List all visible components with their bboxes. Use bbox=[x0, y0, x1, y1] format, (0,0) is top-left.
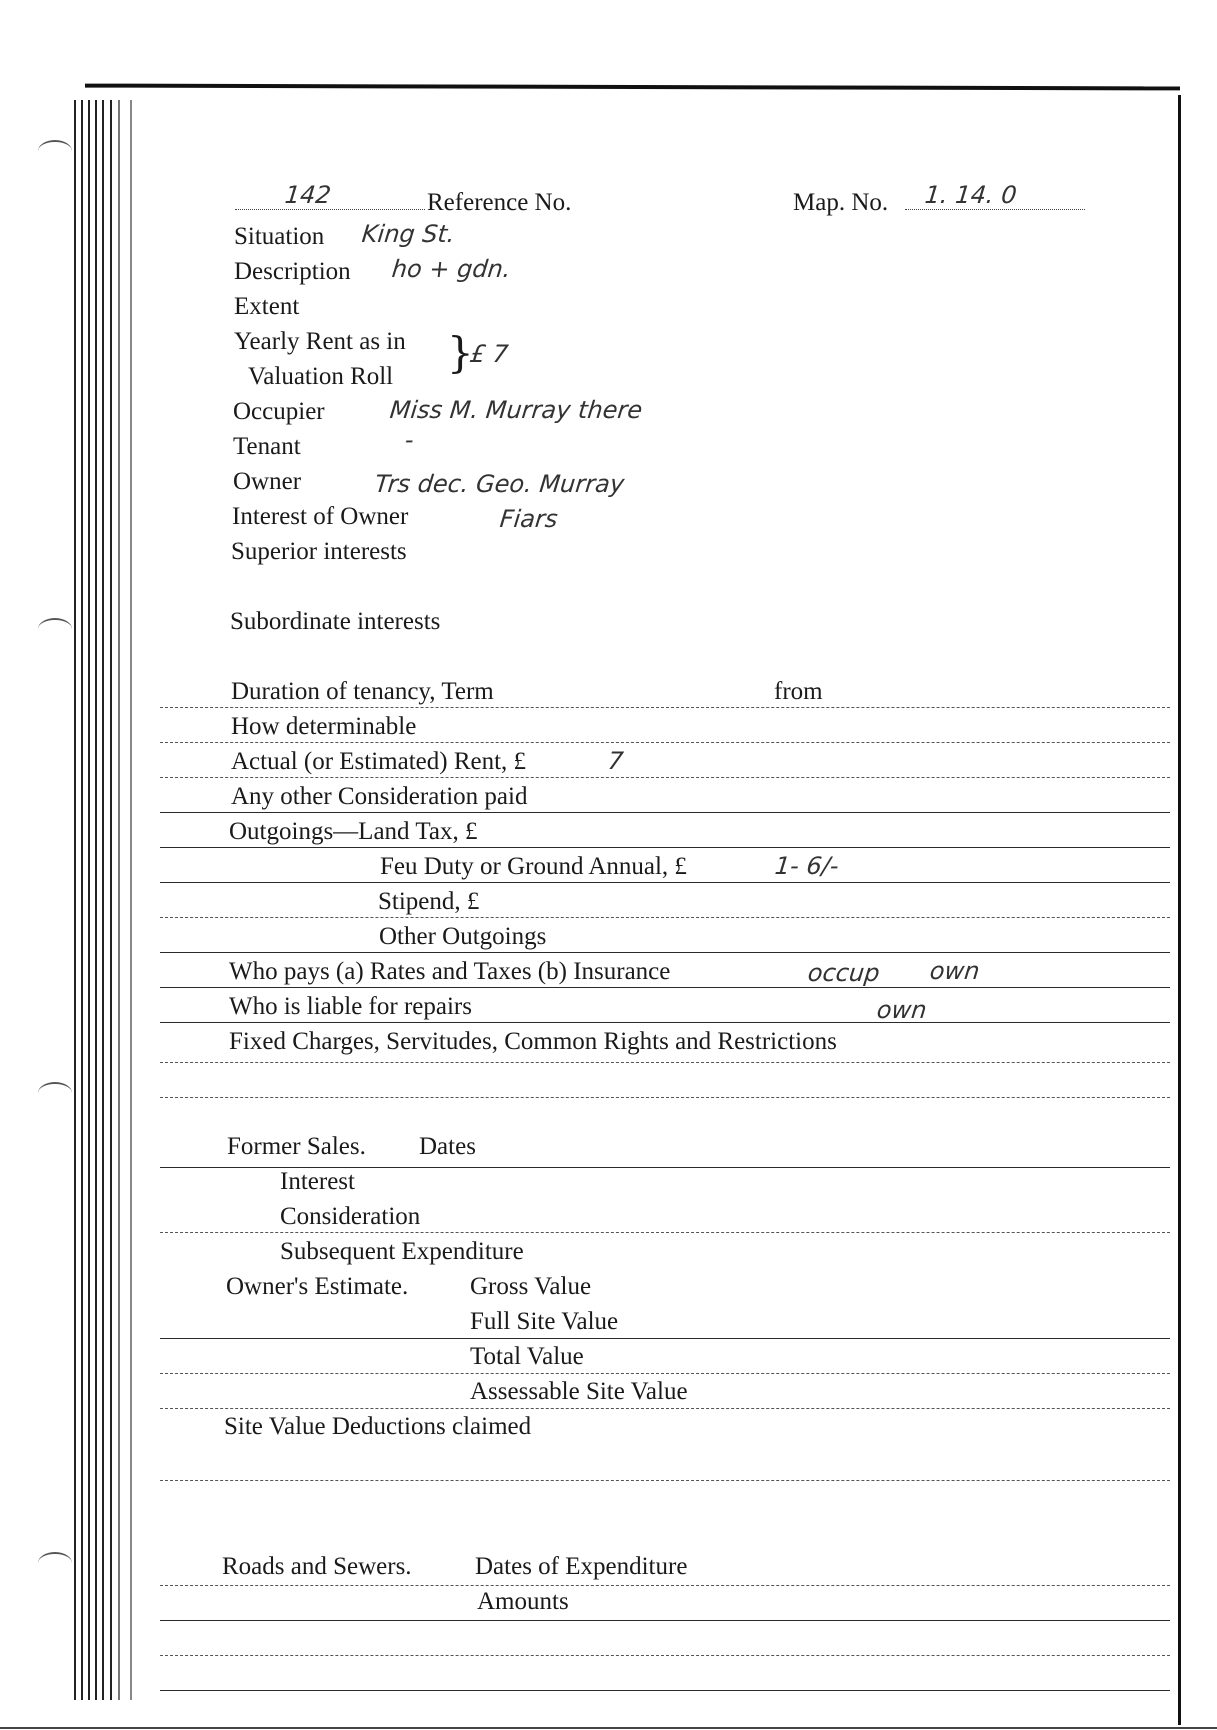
dates-of-expenditure-label: Dates of Expenditure bbox=[475, 1553, 688, 1580]
page-stacked-edges bbox=[72, 100, 162, 1700]
fixed-charges-label: Fixed Charges, Servitudes, Common Rights and Restrictions bbox=[229, 1028, 837, 1055]
map-value: 1. 14. 0 bbox=[923, 181, 1019, 209]
reference-value: 142 bbox=[283, 181, 333, 209]
who-pays-a-value: occup bbox=[806, 959, 882, 987]
tenant-label: Tenant bbox=[233, 433, 301, 460]
reference-label: Reference No. bbox=[427, 189, 572, 216]
feu-duty-value: 1- 6/- bbox=[773, 852, 841, 880]
rule bbox=[160, 847, 1170, 848]
rule bbox=[160, 1062, 1170, 1063]
roads-sewers-label: Roads and Sewers. bbox=[222, 1553, 412, 1580]
subordinate-interests-label: Subordinate interests bbox=[230, 608, 441, 635]
outgoings-label: Outgoings—Land Tax, £ bbox=[229, 818, 478, 845]
rule bbox=[160, 1480, 1170, 1481]
binder-hole bbox=[38, 1552, 72, 1574]
rule bbox=[160, 1373, 1170, 1374]
rule bbox=[160, 1022, 1170, 1023]
full-site-value-label: Full Site Value bbox=[470, 1308, 619, 1335]
other-outgoings-label: Other Outgoings bbox=[379, 923, 547, 950]
brace: } bbox=[447, 328, 474, 377]
rule bbox=[235, 209, 425, 210]
rule bbox=[160, 1408, 1170, 1409]
who-pays-b-value: own bbox=[928, 957, 982, 985]
how-determinable-label: How determinable bbox=[231, 713, 417, 740]
rule bbox=[160, 1097, 1170, 1098]
rule bbox=[160, 707, 1170, 708]
repairs-label: Who is liable for repairs bbox=[229, 993, 472, 1020]
rule bbox=[160, 1585, 1170, 1586]
rule bbox=[160, 1338, 1170, 1339]
yearly-rent-value: £ 7 bbox=[468, 340, 510, 368]
who-pays-label: Who pays (a) Rates and Taxes (b) Insurance bbox=[229, 958, 671, 985]
yearly-rent-label: Yearly Rent as in bbox=[234, 328, 406, 355]
rule bbox=[160, 987, 1170, 988]
interest-label: Interest bbox=[280, 1168, 355, 1195]
occupier-value: Miss M. Murray there bbox=[388, 396, 644, 424]
rule bbox=[160, 1620, 1170, 1621]
rule bbox=[160, 1655, 1170, 1656]
owner-label: Owner bbox=[233, 468, 302, 495]
situation-label: Situation bbox=[234, 223, 325, 250]
other-consideration-label: Any other Consideration paid bbox=[231, 783, 528, 810]
site-value-deductions-label: Site Value Deductions claimed bbox=[224, 1413, 532, 1440]
situation-value: King St. bbox=[360, 220, 457, 248]
description-label: Description bbox=[234, 258, 351, 285]
binder-hole bbox=[38, 1082, 72, 1104]
interest-owner-value: Fiars bbox=[498, 505, 560, 533]
occupier-label: Occupier bbox=[233, 398, 325, 425]
rule bbox=[905, 209, 1085, 210]
page-top-edge bbox=[85, 84, 1180, 91]
rule bbox=[160, 742, 1170, 743]
tenant-value: - bbox=[403, 426, 416, 454]
rule bbox=[160, 777, 1170, 778]
feu-duty-label: Feu Duty or Ground Annual, £ bbox=[380, 853, 687, 880]
interest-owner-label: Interest of Owner bbox=[232, 503, 409, 530]
superior-interests-label: Superior interests bbox=[231, 538, 407, 565]
actual-rent-value: 7 bbox=[606, 747, 625, 775]
from-label: from bbox=[774, 678, 823, 705]
duration-label: Duration of tenancy, Term bbox=[231, 678, 494, 705]
assessable-site-value-label: Assessable Site Value bbox=[470, 1378, 688, 1405]
rule bbox=[160, 812, 1170, 813]
stipend-label: Stipend, £ bbox=[378, 888, 480, 915]
map-label: Map. No. bbox=[793, 189, 889, 216]
binder-hole bbox=[38, 618, 72, 640]
page-bottom-edge bbox=[0, 1727, 1217, 1729]
extent-label: Extent bbox=[234, 293, 300, 320]
amounts-label: Amounts bbox=[477, 1588, 569, 1615]
consideration-label: Consideration bbox=[280, 1203, 421, 1230]
owner-value: Trs dec. Geo. Murray bbox=[373, 470, 626, 498]
rule bbox=[160, 1232, 1170, 1233]
rule bbox=[160, 1690, 1170, 1691]
actual-rent-label: Actual (or Estimated) Rent, £ bbox=[231, 748, 527, 775]
subsequent-expenditure-label: Subsequent Expenditure bbox=[280, 1238, 524, 1265]
former-sales-label: Former Sales. bbox=[227, 1133, 366, 1160]
owners-estimate-label: Owner's Estimate. bbox=[226, 1273, 409, 1300]
total-value-label: Total Value bbox=[470, 1343, 584, 1370]
rule bbox=[160, 882, 1170, 883]
rule bbox=[160, 952, 1170, 953]
rule bbox=[160, 917, 1170, 918]
dates-label: Dates bbox=[419, 1133, 476, 1160]
repairs-value: own bbox=[875, 996, 929, 1024]
binder-hole bbox=[38, 140, 72, 162]
valuation-roll-label: Valuation Roll bbox=[248, 363, 394, 390]
description-value: ho + gdn. bbox=[390, 255, 513, 283]
gross-value-label: Gross Value bbox=[470, 1273, 592, 1300]
page-right-edge bbox=[1178, 95, 1181, 1725]
